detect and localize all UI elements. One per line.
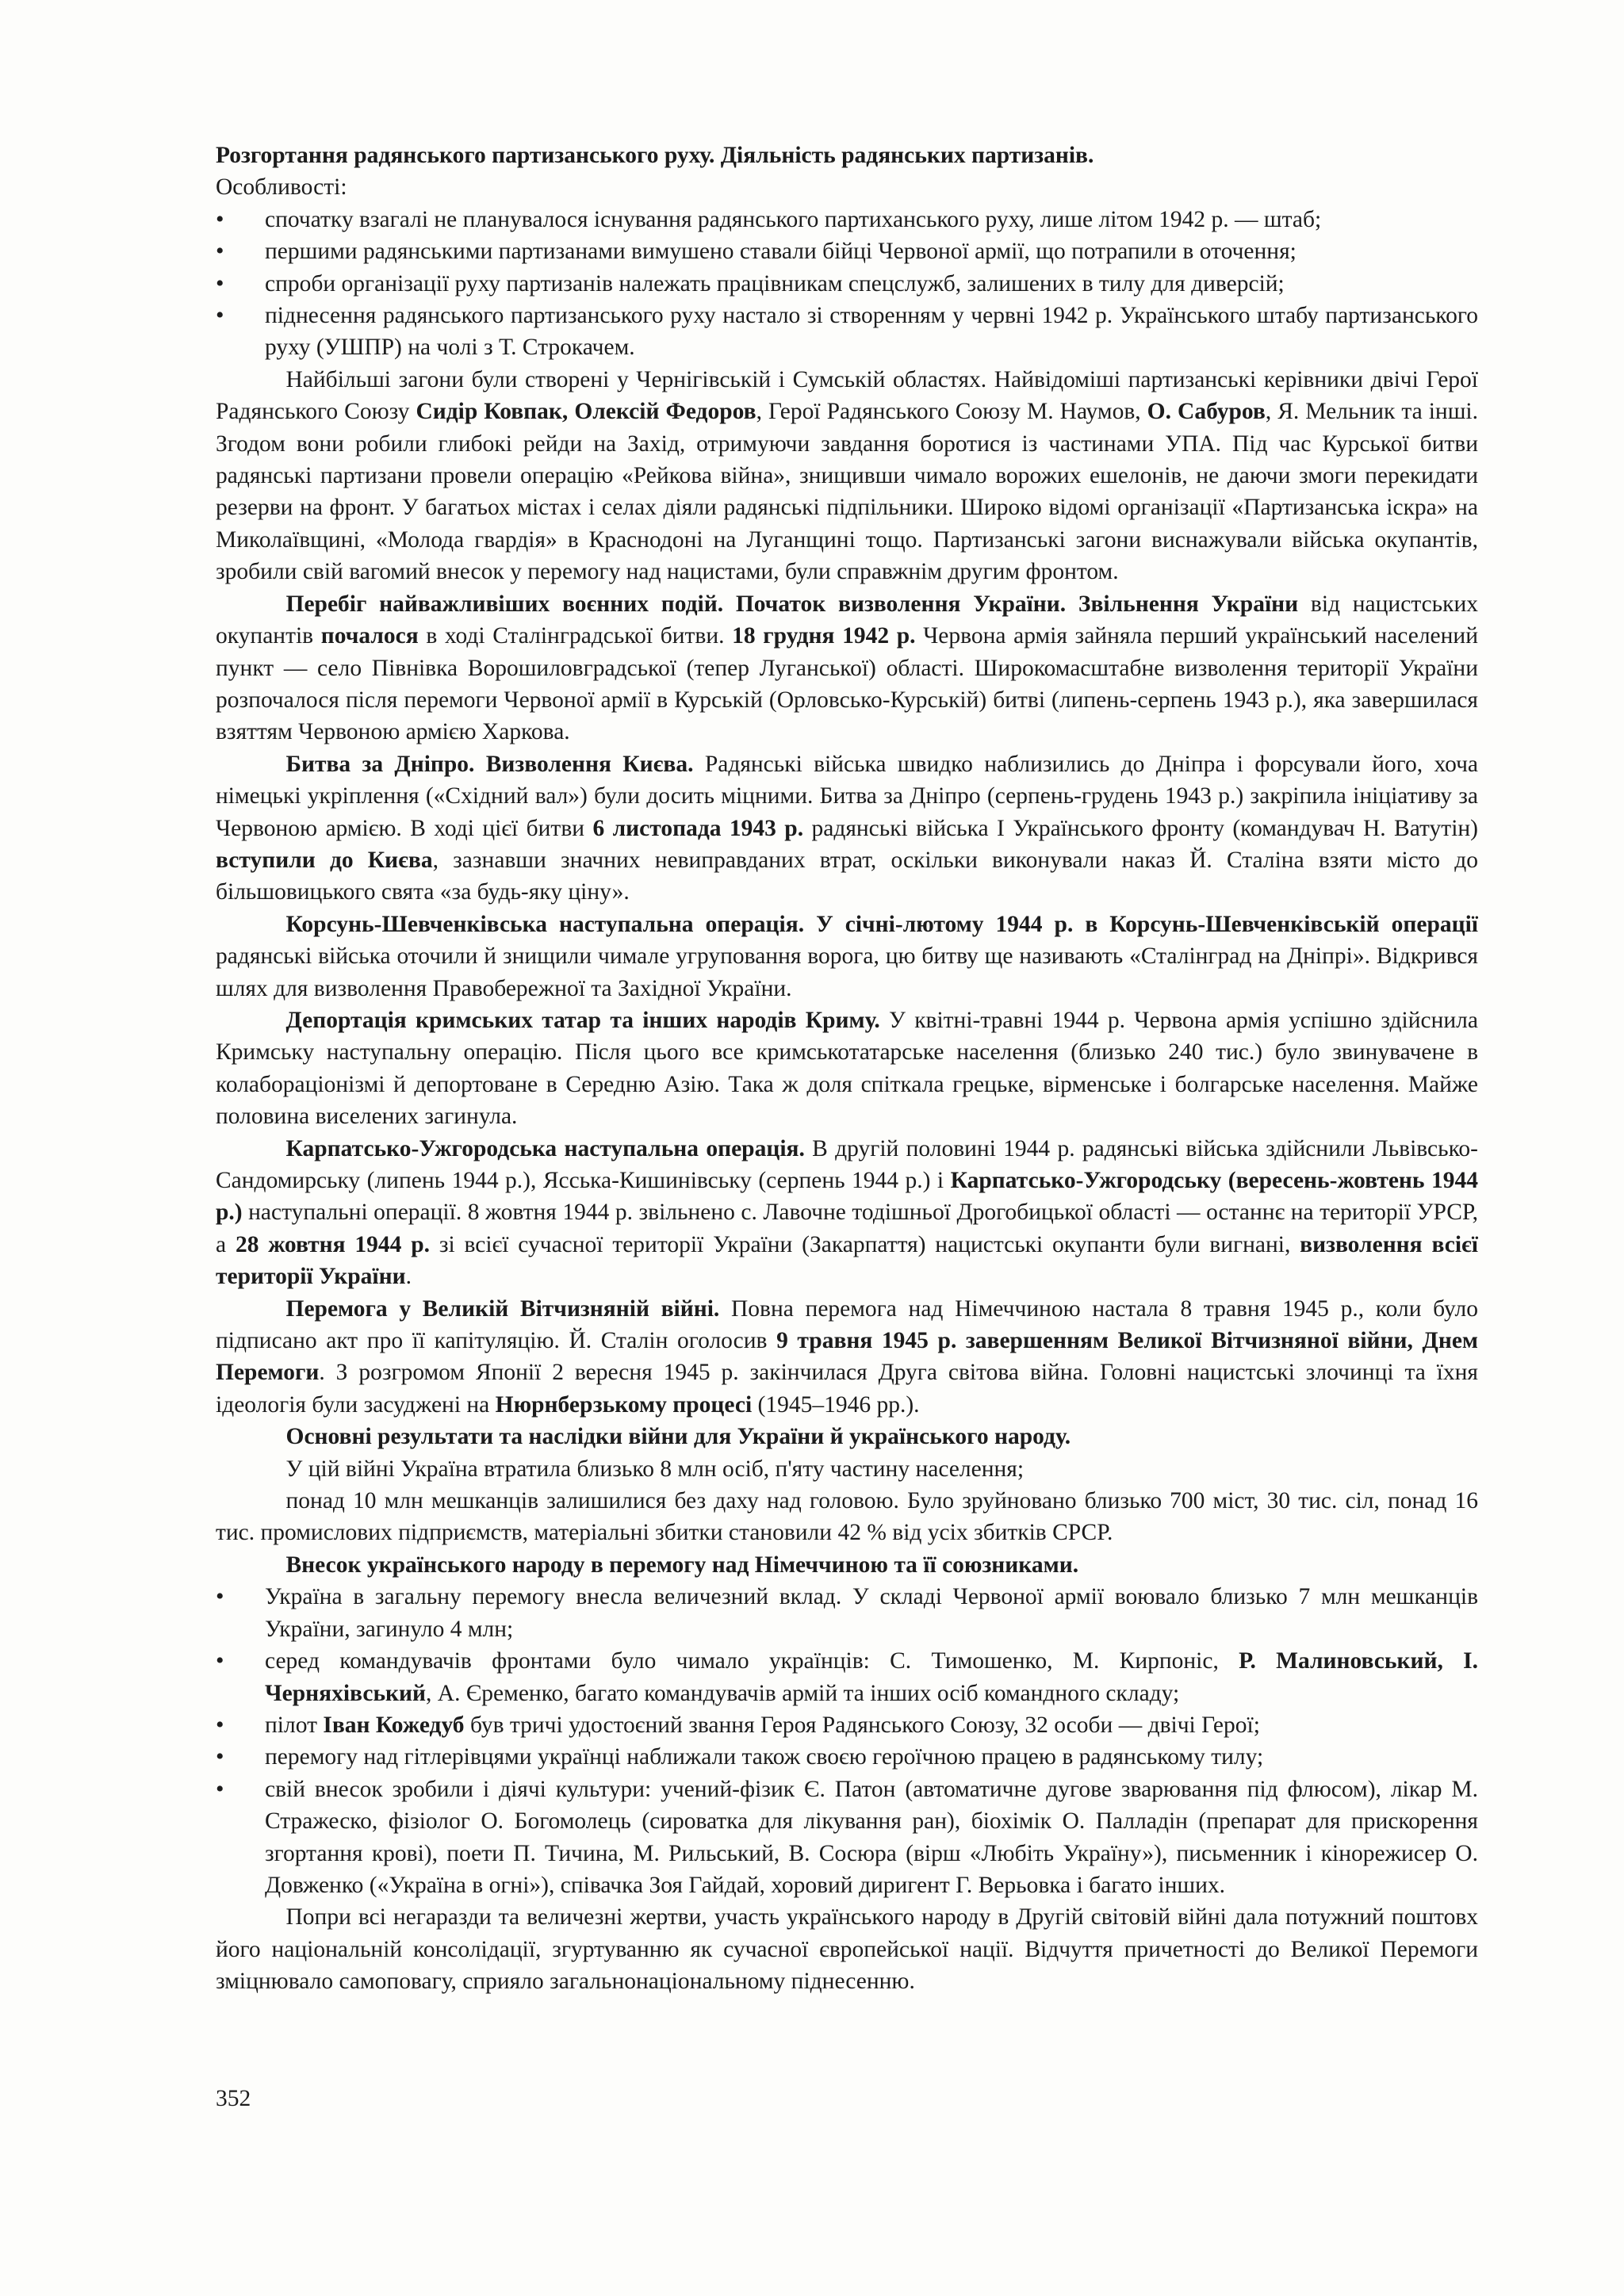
paragraph-liberation-start: Перебіг найважливіших воєнних подій. Початок визволення України. Звільнення України від нацистських окупантів почалося в ході Сталінградської битви. 18 грудня 1942 р. Червона армія зайняла перший український населений пункт — село Півнівка Ворошиловградської (тепер Луганської) області. Широкомасштабне визволення території України розпочалося після перемоги Червоної армії в Курській (Орловсько-Курській) битві (липень-серпень 1943 р.), яка завершилася взяттям Червоною армією Харкова. xyxy=(216,591,1479,745)
list-item: • перемогу над гітлерівцями українці наближали також своєю героїчною працею в радянському тилу; xyxy=(216,1741,1478,1773)
page-body xyxy=(216,140,1478,1998)
bold-text: 18 грудня 1942 р. xyxy=(732,623,916,649)
bold-text: 9 травня 1945 р. завершенням Великої Вітчизняної війни, Днем Перемоги xyxy=(216,1328,1479,1386)
list-item: • свій внесок зробили і діячі культури: учений-фізик Є. Патон (автоматичне дугове зварювання під флюсом), лікар М. Стражеско, фізіолог О. Богомолець (сироватка для лікування ран), біохімік О. Палладін (препарат для прискорення згортання крові), поети П. Тичина, М. Рильський, В. Сосюра (вірш «Любіть Україну»), письменник і кінорежисер О. Довженко («Україна в огні»), співачка Зоя Гайдай, хоровий диригент Г. Верьовка і багато інших. xyxy=(216,1774,1478,1902)
list-item: • пілот Іван Кожедуб був тричі удостоєний звання Героя Радянського Союзу, 32 особи — двічі Герої; xyxy=(216,1709,1478,1741)
list-item: • піднесення радянського партизанського руху настало зі створенням у червні 1942 р. Українського штабу партизанського руху (УШПР) на чолі з Т. Строкачем. xyxy=(216,300,1478,364)
bold-text: Р. Малиновський, І. Черняхівський xyxy=(265,1648,1478,1706)
paragraph-carpathian: Карпатсько-Ужгородська наступальна операція. В другій половині 1944 р. радянські війська здійснили Львівсько-Сандомирську (липень 1944 р.), Ясська-Кишинівську (серпень 1944 р.) і Карпатсько-Ужгородську (вересень-жовтень 1944 р.) наступальні операції. 8 жовтня 1944 р. звільнено с. Лавочне тодішньої Дрогобицької області — останнє на території УРСР, а 28 жовтня 1944 р. зі всієї сучасної території України (Закарпаття) нацистські окупанти були вигнані, визволення всієї території України. xyxy=(216,1135,1478,1290)
section-heading-korsun: Корсунь-Шевченківська наступальна операція. У січні-лютому 1944 р. в Корсунь-Шевченківській операції xyxy=(285,911,1478,937)
results-line-losses: У цій війні Україна втратила близько 8 млн осіб, п'яту частину населення; xyxy=(285,1456,1025,1482)
section-heading-partisans: Розгортання радянського партизанського руху. Діяльність радянських партизанів. xyxy=(216,143,1094,168)
bold-text: 28 жовтня 1944 р. xyxy=(235,1231,431,1257)
bold-text: О. Сабуров xyxy=(1147,399,1266,425)
section-heading-contribution: Внесок українського народу в перемогу над Німеччиною та її союзниками. xyxy=(285,1552,1079,1578)
section-heading-carpathian: Карпатсько-Ужгородська наступальна операція. xyxy=(285,1135,805,1161)
section-heading-liberation: Перебіг найважливіших воєнних подій. Початок визволення України. Звільнення України xyxy=(285,591,1299,617)
list-item: • серед командувачів фронтами було чимало українців: С. Тимошенко, М. Кирпоніс, Р. Малиновський, І. Черняхівський, А. Єременко, багато командувачів армій та інших осіб командного складу; xyxy=(216,1645,1478,1709)
page-number: 352 xyxy=(216,2086,251,2111)
bold-text: почалося xyxy=(320,623,419,649)
bold-text: Нюрнберзькому процесі xyxy=(495,1391,753,1418)
list-item: • спроби організації руху партизанів належать працівникам спецслужб, залишених в тилу для диверсій; xyxy=(216,268,1478,300)
bold-text: вступили до Києва xyxy=(216,847,433,873)
section-heading-results: Основні результати та наслідки війни для України й українського народу. xyxy=(285,1424,1071,1450)
section-heading-dnipro: Битва за Дніпро. Визволення Києва. xyxy=(285,751,694,777)
list-item: • першими радянськими партизанами вимушено ставали бійці Червоної армії, що потрапили в оточення; xyxy=(216,235,1478,267)
bold-text: 6 листопада 1943 р. xyxy=(592,815,804,841)
paragraph-closing: Попри всі негаразди та величезні жертви, участь українського народу в Другій світовій війні дала потужний поштовх його національній консолідації, згуртуванню як сучасної європейської нації. Відчуття причетності до Великої Перемоги зміцнювало самоповагу, сприяло загальнонаціональному піднесенню. xyxy=(216,1904,1478,1995)
paragraph-partisan-units: Найбільші загони були створені у Чернігівській і Сумській областях. Найвідоміші партизанські керівники двічі Герої Радянського Союзу Сидір Ковпак, Олексій Федоров, Герої Радянського Союзу М. Наумов, О. Сабуров, Я. Мельник та інші. Згодом вони робили глибокі рейди на Захід, отримуючи завдання боротися із частинами УПА. Під час Курської битви радянські партизани провели операцію «Рейкова війна», знищивши чимало ворожих ешелонів, не даючи змоги перекидати резерви на фронт. У багатьох містах і селах діяли радянські підпільники. Широко відомі організації «Партизанська іскра» на Миколаївщині, «Молода гвардія» в Краснодоні на Луганщині тощо. Партизанські загони виснажували війська окупантів, зробили свій вагомий внесок у перемогу над нацистами, були справжнім другим фронтом. xyxy=(216,366,1478,585)
contribution-list xyxy=(216,1581,1478,1901)
features-label: Особливості: xyxy=(216,174,347,201)
paragraph-deportation: Депортація кримських татар та інших народів Криму. У квітні-травні 1944 р. Червона армія успішно здійснила Кримську наступальну операцію. Після цього все кримськотатарське населення (близько 240 тис.) було звинувачене в колабораціонізмі й депортоване в Середню Азію. Така ж доля спіткала грецьке, вірменське і болгарське населення. Майже половина виселених загинула. xyxy=(216,1007,1478,1130)
paragraph-korsun: Корсунь-Шевченківська наступальна операція. У січні-лютому 1944 р. в Корсунь-Шевченківській операції радянські війська оточили й знищили чимале угруповання ворога, цю битву ще називають «Сталінград на Дніпрі». Відкрився шлях для визволення Правобережної та Західної України. xyxy=(216,911,1478,1001)
bold-text: Іван Кожедуб xyxy=(323,1712,465,1738)
results-line-destruction: понад 10 млн мешканців залишилися без даху над головою. Було зруйновано близько 700 міст, 30 тис. сіл, понад 16 тис. промислових підприємств, матеріальні збитки становили 42 % від усіх збитків СРСР. xyxy=(216,1488,1478,1546)
bold-text: Карпатсько-Ужгородську (вересень-жовтень 1944 р.) xyxy=(216,1168,1478,1226)
section-heading-deportation: Депортація кримських татар та інших народів Криму. xyxy=(285,1007,880,1033)
features-list xyxy=(216,204,1478,364)
list-item: • Україна в загальну перемогу внесла величезний вклад. У складі Червоної армії воювало близько 7 млн мешканців України, загинуло 4 млн; xyxy=(216,1581,1478,1645)
paragraph-victory: Перемога у Великій Вітчизняній війні. Повна перемога над Німеччиною настала 8 травня 1945 р., коли було підписано акт про її капітуляцію. Й. Сталін оголосив 9 травня 1945 р. завершенням Великої Вітчизняної війни, Днем Перемоги. З розгромом Японії 2 вересня 1945 р. закінчилася Друга світова війна. Головні нацистські злочинці та їхня ідеологія були засуджені на Нюрнберзькому процесі (1945–1946 рр.). xyxy=(216,1295,1479,1418)
bold-text: визволення всієї території України xyxy=(216,1231,1478,1290)
bold-text: Сидір Ковпак, Олексій Федоров xyxy=(416,399,756,425)
section-heading-victory: Перемога у Великій Вітчизняній війні. xyxy=(285,1295,720,1322)
paragraph-dnipro-battle: Битва за Дніпро. Визволення Києва. Радянські війська швидко наблизились до Дніпра і форсували його, хоча німецькі укріплення («Східний вал») були досить міцними. Битва за Дніпро (серпень-грудень 1943 р.) закріпила ініціативу за Червоною армією. В ході цієї битви 6 листопада 1943 р. радянські війська І Українського фронту (командувач Н. Ватутін) вступили до Києва, зазнавши значних невиправданих втрат, оскільки виконували наказ Й. Сталіна взяти місто до більшовицького свята «за будь-яку ціну». xyxy=(216,751,1479,905)
list-item: • спочатку взагалі не планувалося існування радянського партиханського руху, лише літом 1942 р. — штаб; xyxy=(216,204,1478,235)
